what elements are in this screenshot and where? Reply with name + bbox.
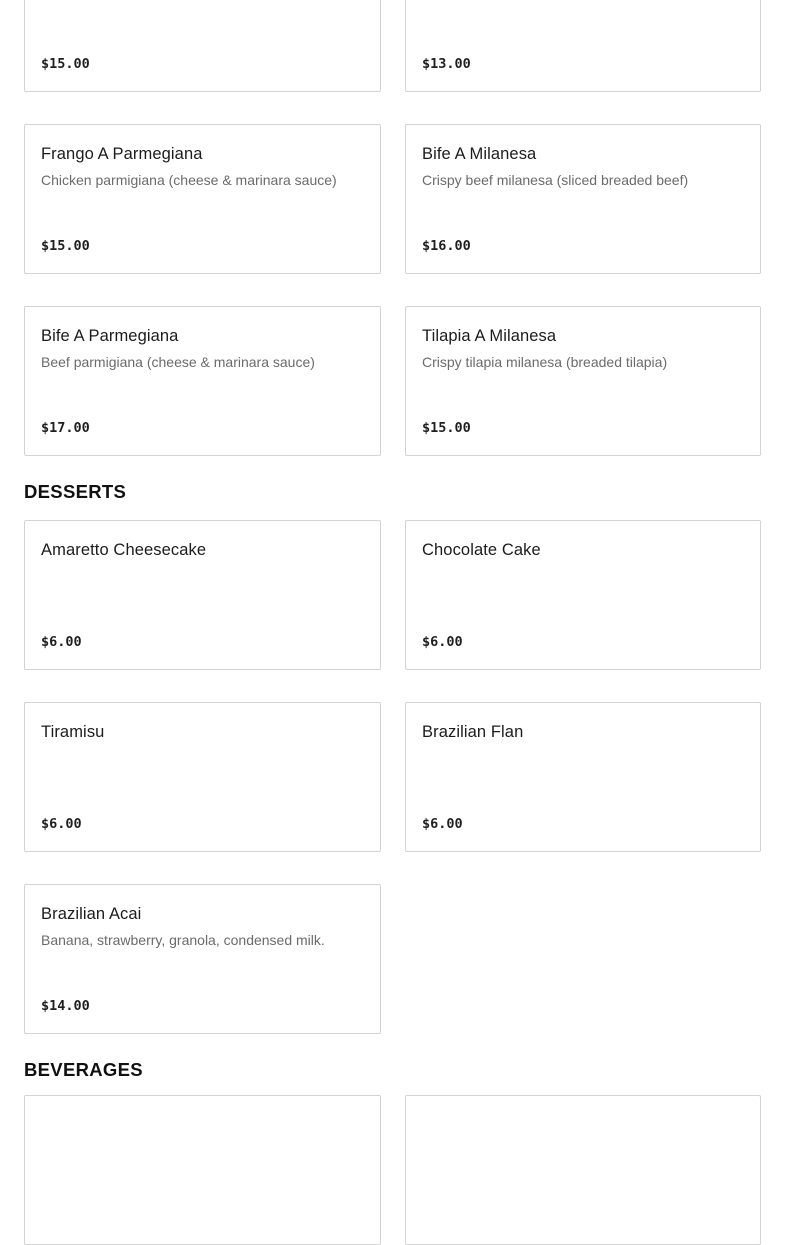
item-name: Chocolate Cake <box>422 541 541 559</box>
menu-item-card[interactable] <box>405 520 761 670</box>
menu-item-card[interactable] <box>24 124 381 274</box>
beverages-grid <box>24 1095 761 1245</box>
menu-item-card[interactable] <box>405 124 761 274</box>
menu-item-card[interactable] <box>405 0 761 92</box>
item-name: Tilapia A Milanesa <box>422 327 557 345</box>
menu-item-card[interactable] <box>405 702 761 852</box>
item-price: $16.00 <box>422 238 471 254</box>
item-price: $14.00 <box>41 998 90 1014</box>
menu-item-card[interactable] <box>24 884 381 1034</box>
item-description: Beef parmigiana (cheese & marinara sauce) <box>41 354 315 370</box>
item-price: $6.00 <box>422 634 463 650</box>
item-price: $6.00 <box>41 634 82 650</box>
item-price: $6.00 <box>422 816 463 832</box>
desserts-grid <box>24 520 761 1034</box>
item-description: Chicken parmigiana (cheese & marinara sauce) <box>41 172 337 188</box>
section-title-desserts: DESSERTS <box>24 481 127 502</box>
item-name: Brazilian Acai <box>41 905 142 923</box>
menu-page <box>24 0 761 1245</box>
item-price: $15.00 <box>41 238 90 254</box>
item-name: Brazilian Flan <box>422 723 524 741</box>
mains-grid <box>24 0 761 456</box>
menu-item-card[interactable] <box>24 702 381 852</box>
item-price: $13.00 <box>422 56 471 72</box>
item-price: $15.00 <box>41 56 90 72</box>
menu-item-card[interactable] <box>405 1095 761 1245</box>
item-name: Bife A Parmegiana <box>41 327 179 345</box>
item-description: Crispy beef milanesa (sliced breaded beef) <box>422 172 689 188</box>
item-price: $17.00 <box>41 420 90 436</box>
item-price: $6.00 <box>41 816 82 832</box>
item-name: Amaretto Cheesecake <box>41 541 207 559</box>
item-price: $15.00 <box>422 420 471 436</box>
menu-item-card[interactable] <box>24 306 381 456</box>
item-description: Crispy tilapia milanesa (breaded tilapia) <box>422 354 668 370</box>
item-name: Tiramisu <box>41 723 105 741</box>
menu-item-card[interactable] <box>405 306 761 456</box>
menu-item-card[interactable] <box>24 0 381 92</box>
section-title-beverages: BEVERAGES <box>24 1059 143 1080</box>
menu-item-card[interactable] <box>24 1095 381 1245</box>
menu-item-card[interactable] <box>24 520 381 670</box>
item-name: Bife A Milanesa <box>422 145 537 163</box>
item-description: Banana, strawberry, granola, condensed milk. <box>41 932 325 948</box>
item-name: Frango A Parmegiana <box>41 145 203 163</box>
